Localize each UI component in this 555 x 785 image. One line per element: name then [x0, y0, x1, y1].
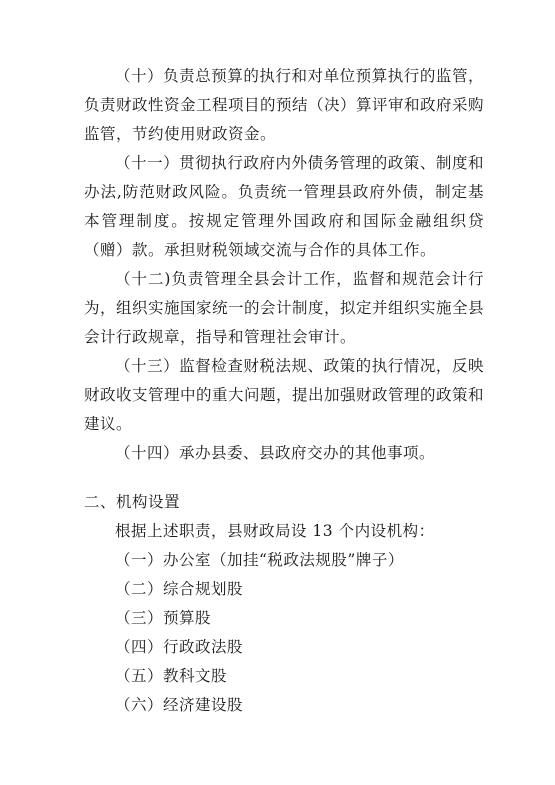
section-intro: 根据上述职责，县财政局设 13 个内设机构： — [115, 522, 435, 540]
duty-paragraph-10: （十）负责总预算的执行和对单位预算执行的监管，负责财政性资金工程项目的预结（决）算评审和政府采购监管，节约使用财政资金。 — [84, 67, 485, 143]
duty-paragraph-11: （十一）贯彻执行政府内外债务管理的政策、制度和办法,防范财政风险。负责统一管理县政府外债，制定基本管理制度。按规定管理外国政府和国际金融组织贷（赠）款。承担财税领域交流与合作的具体工作。 — [84, 154, 484, 259]
unit-item: （二）综合规划股 — [115, 580, 244, 598]
duty-paragraph-14: （十四）承办县委、县政府交办的其他事项。 — [115, 444, 436, 462]
duty-paragraph-13: （十三）监督检查财税法规、政策的执行情况，反映财政收支管理中的重大问题，提出加强财政管理的政策和建议。 — [84, 357, 485, 433]
unit-item: （六）经济建设股 — [115, 696, 244, 714]
section-heading: 二、机构设置 — [84, 493, 181, 511]
unit-item: （一）办公室（加挂“税政法规股”牌子） — [115, 551, 404, 569]
unit-item: （五）教科文股 — [115, 667, 228, 685]
document-page — [84, 62, 484, 720]
unit-item: （四）行政政法股 — [115, 638, 244, 656]
unit-item: （三）预算股 — [115, 609, 212, 627]
duty-paragraph-12: （十二)负责管理全县会计工作，监督和规范会计行为，组织实施国家统一的会计制度，拟定并组织实施全县会计行政规章，指导和管理社会审计。 — [84, 270, 485, 346]
